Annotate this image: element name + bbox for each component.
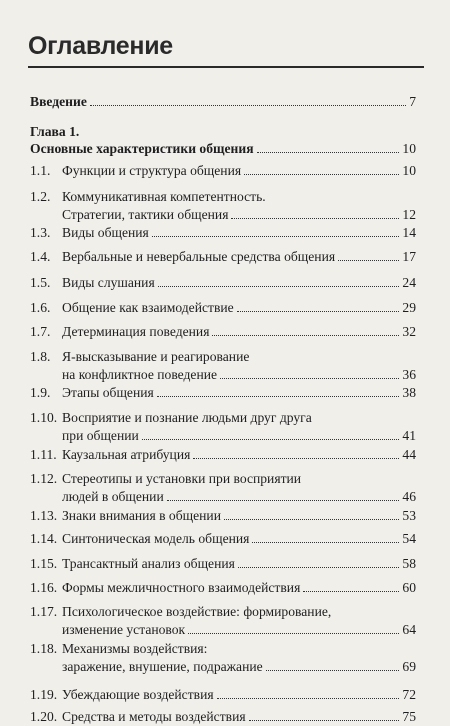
toc-entry-number: 1.2. [30,189,51,204]
toc-entry-text: Этапы общения [62,385,154,400]
toc-entry-number: 1.14. [30,531,58,546]
toc-entry-text: Я-высказывание и реагирование [62,349,250,364]
toc-entry[interactable] [30,274,416,292]
toc-entry-page: 72 [402,687,416,702]
leader-dots [90,95,406,106]
toc-entry-text: Вербальные и невербальные средства общения [62,249,336,264]
toc-entry-number: 1.17. [30,604,58,619]
toc-entry-page: 53 [402,508,416,523]
toc-entry-text: Убеждающие воздействия [62,687,214,702]
toc-entry-page: 32 [402,324,416,339]
toc-entry-page: 41 [402,428,416,443]
toc-entry-text: Стереотипы и установки при восприятии [62,471,302,486]
chapter-title: Основные характеристики общения [30,141,254,156]
leader-dots [224,509,399,520]
toc-entry-page: 75 [402,709,416,724]
leader-dots [244,164,399,175]
toc-entry[interactable] [30,384,416,402]
toc-intro[interactable] [30,93,416,111]
leader-dots [193,448,399,459]
toc-entry-page: 10 [402,163,416,178]
toc-entry-page: 69 [402,659,416,674]
toc-entry-page: 64 [402,622,416,637]
toc-entry-text: Синтоническая модель общения [62,531,250,546]
toc-entry-number: 1.20. [30,709,58,724]
toc-entry-number: 1.13. [30,508,58,523]
toc-entry-text: изменение установок [62,622,186,637]
toc-entry-text: при общении [62,428,139,443]
toc-entry-number: 1.10. [30,410,58,425]
toc-entry[interactable] [30,555,416,573]
page-title: Оглавление [28,32,173,60]
toc-entry-number: 1.9. [30,385,51,400]
toc-entry[interactable] [30,530,416,548]
toc-entry-page: 38 [402,385,416,400]
leader-dots [142,429,400,440]
toc-entry-number: 1.11. [30,447,57,462]
toc-entry-text: Восприятие и познание людьми друг друга [62,410,312,425]
leader-dots [237,301,400,312]
toc-entry-page: 24 [402,275,416,290]
toc-entry[interactable] [30,162,416,180]
toc-entry-text: Виды слушания [62,275,155,290]
toc-entry-text: Виды общения [62,225,149,240]
leader-dots [252,532,399,543]
toc-entry-text: Общение как взаимодействие [62,300,234,315]
toc-entry-page: 12 [402,207,416,222]
toc-entry-text: Детерминация поведения [62,324,210,339]
toc-entry-number: 1.1. [30,163,51,178]
leader-dots [249,710,400,721]
toc-entry-number: 1.15. [30,556,58,571]
chapter-label: Глава 1. [30,124,80,139]
leader-dots [152,226,400,237]
toc-entry-text: Психологическое воздействие: формирование, [62,604,332,619]
toc-entry-text: людей в общении [62,489,164,504]
toc-entry-page: 44 [402,447,416,462]
toc-entry-number: 1.16. [30,580,58,595]
toc-entry[interactable] [30,686,416,704]
toc-entry-number: 1.5. [30,275,51,290]
toc-intro-label: Введение [30,94,87,109]
toc-entry[interactable] [30,708,416,726]
leader-dots [257,142,400,153]
toc-entry[interactable] [30,348,416,384]
toc-entry-page: 29 [402,300,416,315]
toc-entry-number: 1.3. [30,225,51,240]
toc-entry[interactable] [30,603,416,639]
toc-entry-number: 1.6. [30,300,51,315]
toc-entry-text: заражение, внушение, подражание [62,659,263,674]
toc-entry-number: 1.7. [30,324,51,339]
toc-entry[interactable] [30,188,416,224]
toc-entry-number: 1.18. [30,641,58,656]
toc-entry-page: 46 [402,489,416,504]
toc-entry-text: Механизмы воздействия: [62,641,208,656]
toc-entry-text: Средства и методы воздействия [62,709,246,724]
toc-entry[interactable] [30,248,416,266]
leader-dots [238,557,400,568]
toc-entry-page: 60 [402,580,416,595]
toc-entry[interactable] [30,224,416,242]
toc-entry-page: 17 [402,249,416,264]
chapter-page: 10 [402,141,416,156]
toc-entry[interactable] [30,299,416,317]
toc-entry-page: 14 [402,225,416,240]
leader-dots [303,581,399,592]
title-rule [28,66,424,68]
toc-entry-text: Стратегии, тактики общения [62,207,229,222]
toc-entry[interactable] [30,507,416,525]
toc-entry-page: 58 [402,556,416,571]
toc-entry-text: на конфликтное поведение [62,367,218,382]
leader-dots [217,688,400,699]
toc-entry-text: Формы межличностного взаимодействия [62,580,301,595]
toc-entry-page: 36 [402,367,416,382]
toc-entry[interactable] [30,640,416,676]
toc-entry-text: Каузальная атрибуция [62,447,191,462]
toc-intro-page: 7 [409,94,416,109]
toc-entry-text: Функции и структура общения [62,163,242,178]
toc-entry[interactable] [30,470,416,506]
leader-dots [338,250,399,261]
leader-dots [157,386,400,397]
toc-entry-number: 1.4. [30,249,51,264]
toc-entry-number: 1.8. [30,349,51,364]
toc-entry-text: Трансактный анализ общения [62,556,235,571]
toc-entry-number: 1.19. [30,687,58,702]
leader-dots [212,325,399,336]
toc-entry[interactable] [30,323,416,341]
leader-dots [167,490,400,501]
leader-dots [158,276,400,287]
toc-entry-page: 54 [402,531,416,546]
leader-dots [231,208,399,219]
leader-dots [220,368,399,379]
toc-entry-text: Знаки внимания в общении [62,508,221,523]
leader-dots [266,660,400,671]
toc-chapter-title[interactable] [30,140,416,158]
toc-entry[interactable] [30,446,416,464]
leader-dots [188,623,399,634]
toc-entry-number: 1.12. [30,471,58,486]
toc-entry[interactable] [30,579,416,597]
toc-entry-text: Коммуникативная компетентность. [62,189,266,204]
toc-entry[interactable] [30,409,416,445]
